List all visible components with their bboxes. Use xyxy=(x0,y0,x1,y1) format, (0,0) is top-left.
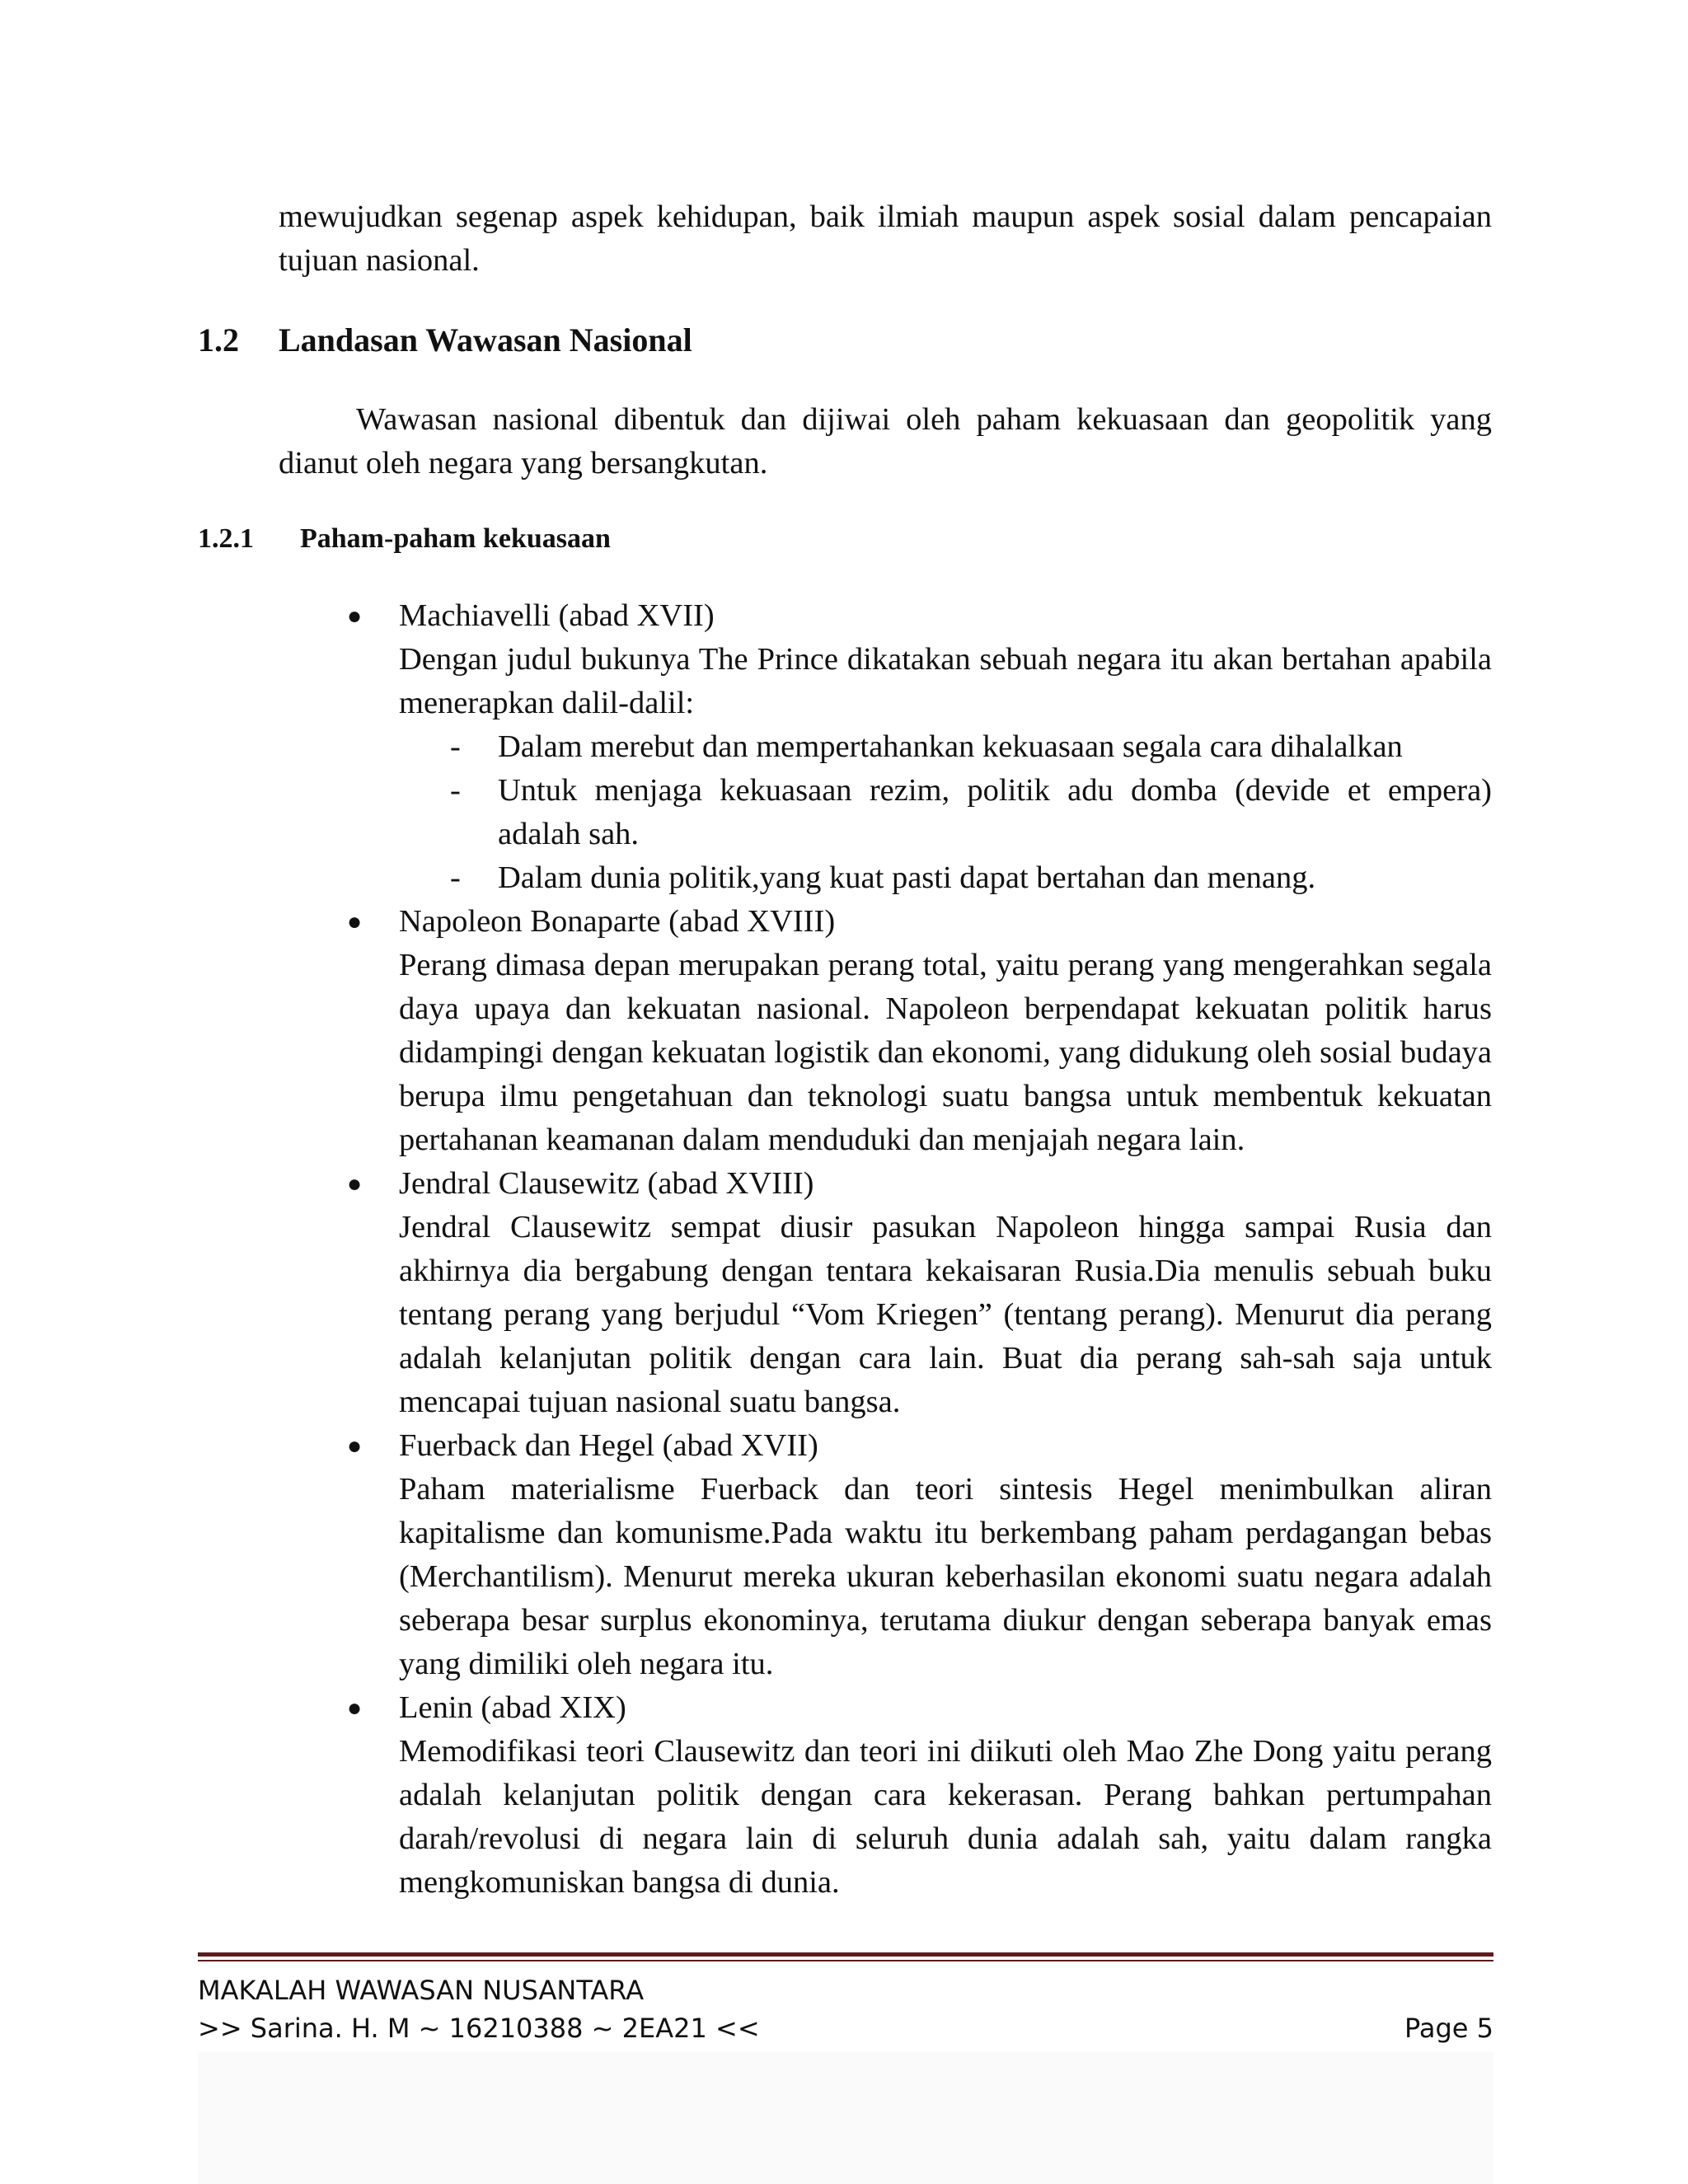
section-heading xyxy=(198,320,692,361)
section-paragraph-text: Wawasan nasional dibentuk dan dijiwai oleh paham kekuasaan dan geopolitik yang dianut oleh negara yang bersangkutan. xyxy=(279,402,1492,480)
item-title: Lenin (abad XIX) xyxy=(399,1690,626,1725)
list-item-machiavelli xyxy=(346,594,1492,900)
list-item-fuerback-hegel xyxy=(346,1424,1492,1686)
footer-title: MAKALAH WAWASAN NUSANTARA xyxy=(198,1975,645,2006)
dalil-text: Dalam dunia politik,yang kuat pasti dapat bertahan dan menang. xyxy=(498,860,1316,895)
dash-icon: - xyxy=(450,860,461,895)
footer-rule-thin xyxy=(198,1960,1493,1961)
intro-paragraph: mewujudkan segenap aspek kehidupan, baik ilmiah maupun aspek sosial dalam pencapaian tujuan nasional. xyxy=(279,199,1492,278)
dalil-text: Untuk menjaga kekuasaan rezim, politik adu domba (devide et empera) adalah sah. xyxy=(498,773,1492,851)
dash-icon: - xyxy=(450,729,461,764)
item-description: Memodifikasi teori Clausewitz dan teori ini diikuti oleh Mao Zhe Dong yaitu perang adalah kelanjutan politik dengan cara kekerasan. Perang bahkan pertumpahan darah/revolusi di negara lain di seluruh dunia adalah sah, yaitu dalam rangka mengkomuniskan bangsa di dunia. xyxy=(399,1734,1492,1900)
item-title: Napoleon Bonaparte (abad XVIII) xyxy=(399,904,836,939)
item-title: Fuerback dan Hegel (abad XVII) xyxy=(399,1428,818,1463)
list-item-lenin xyxy=(346,1686,1492,1905)
item-description: Perang dimasa depan merupakan perang total, yaitu perang yang mengerahkan segala daya upaya dan kekuatan nasional. Napoleon berpendapat kekuatan politik harus didampingi dengan kekuatan logistik dan ekonomi, yang didukung oleh sosial budaya berupa ilmu pengetahuan dan teknologi suatu bangsa untuk membentuk kekuatan pertahanan keamanan dalam menduduki dan menjajah negara lain. xyxy=(399,948,1492,1157)
footer-rule-thick xyxy=(198,1952,1493,1957)
bullet-icon: ● xyxy=(346,1432,363,1460)
list-item-napoleon xyxy=(346,900,1492,1162)
section-number: 1.2 xyxy=(198,321,239,359)
dalil-item xyxy=(399,769,1492,856)
item-description: Paham materialisme Fuerback dan teori sintesis Hegel menimbulkan aliran kapitalisme dan komunisme.Pada waktu itu berkembang paham perdagangan bebas (Merchantilism). Menurut mereka ukuran keberhasilan ekonomi suatu negara adalah seberapa besar surplus ekonominya, terutama diukur dengan seberapa banyak emas yang dimiliki oleh negara itu. xyxy=(399,1472,1492,1681)
dalil-item xyxy=(399,856,1492,900)
bullet-icon: ● xyxy=(346,908,363,935)
bullet-icon: ● xyxy=(346,602,363,630)
footer-shade xyxy=(198,2052,1493,2184)
section-paragraph xyxy=(279,398,1492,485)
subsection-number: 1.2.1 xyxy=(198,523,254,554)
footer-row xyxy=(198,2009,1493,2047)
item-description: Dengan judul bukunya The Prince dikatakan sebuah negara itu akan bertahan apabila menerapkan dalil-dalil: xyxy=(399,642,1492,720)
page-number: Page 5 xyxy=(1404,2013,1493,2044)
section-title: Landasan Wawasan Nasional xyxy=(279,321,692,359)
item-title: Jendral Clausewitz (abad XVIII) xyxy=(399,1166,814,1201)
dalil-list xyxy=(399,725,1492,900)
bullet-icon: ● xyxy=(346,1170,363,1197)
bullet-icon: ● xyxy=(346,1694,363,1722)
list-item-clausewitz xyxy=(346,1162,1492,1424)
subsection-title: Paham-paham kekuasaan xyxy=(300,523,611,554)
dalil-item xyxy=(399,725,1492,769)
footer-author: >> Sarina. H. M ~ 16210388 ~ 2EA21 << xyxy=(198,2013,760,2044)
dalil-text: Dalam merebut dan mempertahankan kekuasaan segala cara dihalalkan xyxy=(498,729,1403,764)
item-description: Jendral Clausewitz sempat diusir pasukan Napoleon hingga sampai Rusia dan akhirnya dia bergabung dengan tentara kekaisaran Rusia.Dia menulis sebuah buku tentang perang yang berjudul “Vom Kriegen” (tentang perang). Menurut dia perang adalah kelanjutan politik dengan cara lain. Buat dia perang sah-sah saja untuk mencapai tujuan nasional suatu bangsa. xyxy=(399,1210,1492,1419)
item-title: Machiavelli (abad XVII) xyxy=(399,598,715,633)
subsection-heading xyxy=(198,521,611,557)
power-doctrines-list xyxy=(346,594,1492,1905)
dash-icon: - xyxy=(450,773,461,808)
page-footer xyxy=(198,1971,1493,2047)
